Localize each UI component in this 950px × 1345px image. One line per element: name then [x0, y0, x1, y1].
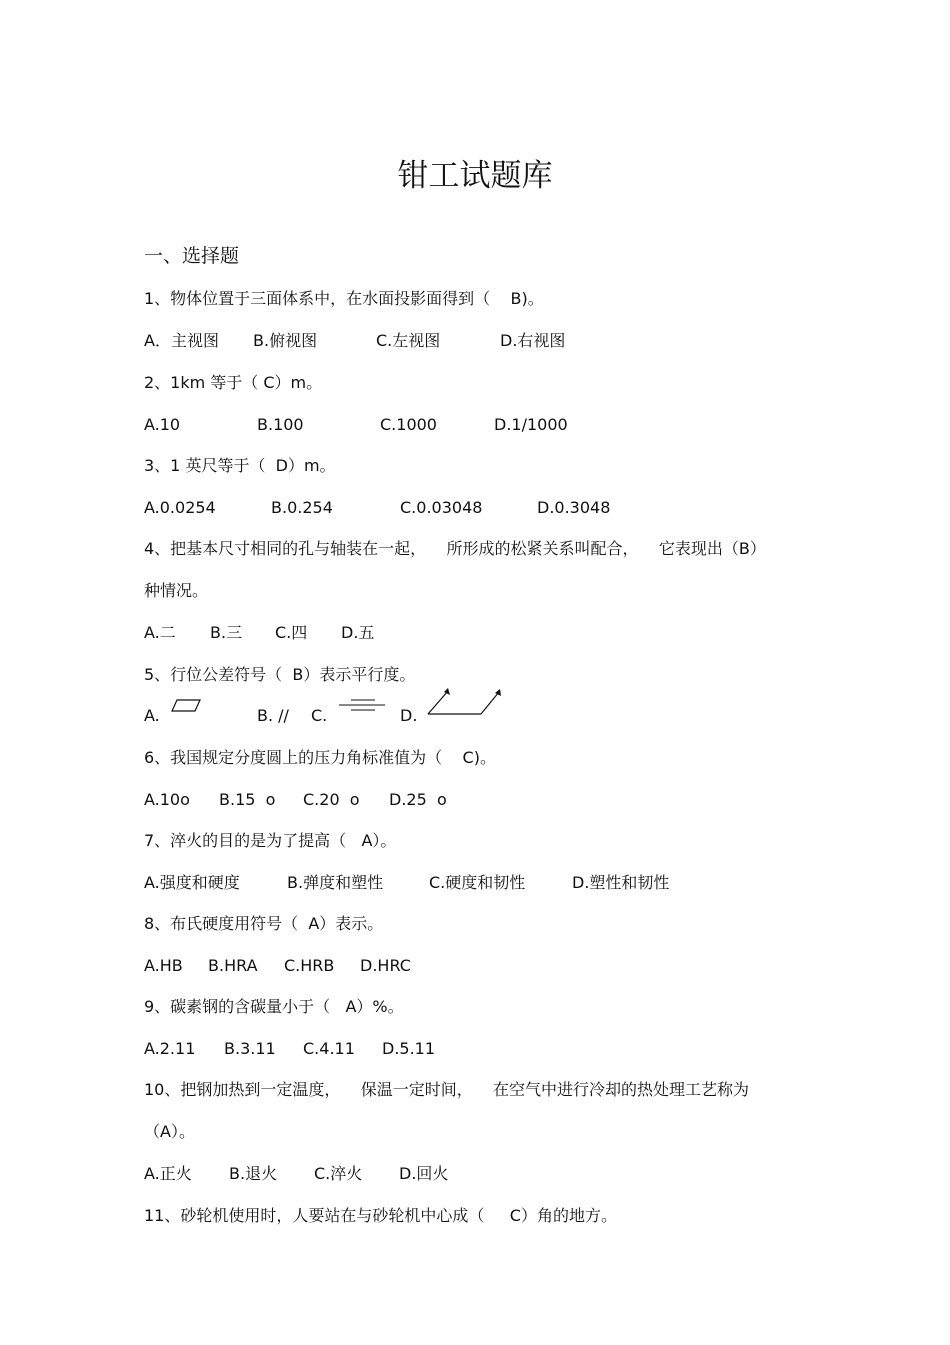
option-c: C.20 o — [303, 790, 360, 809]
option-b: B.100 — [257, 415, 304, 434]
option-a: A.10 — [144, 415, 181, 434]
option-a: A.强度和硬度 — [144, 873, 240, 892]
question-stem: 8、布氏硬度用符号（ A）表示。 — [144, 914, 384, 933]
option-c: C.0.03048 — [400, 498, 483, 517]
question-stem: 6、我国规定分度圆上的压力角标准值为（ C)。 — [144, 748, 496, 767]
option-d: D.右视图 — [500, 331, 566, 350]
option-c: C.4.11 — [303, 1039, 355, 1058]
parallelogram-symbol-icon — [170, 698, 202, 714]
question-stem: 4、把基本尺寸相同的孔与轴装在一起， 所形成的松紧关系叫配合， 它表现出（B） — [144, 539, 766, 558]
option-b: B.HRA — [208, 956, 258, 975]
option-b: B.0.254 — [271, 498, 333, 517]
option-d: D.0.3048 — [537, 498, 611, 517]
option-b: B.3.11 — [224, 1039, 276, 1058]
arrow-angle-symbol-icon — [425, 686, 503, 718]
option-c: C.HRB — [284, 956, 335, 975]
question-stem-continued: （A）。 — [144, 1122, 195, 1141]
section-heading: 一、选择题 — [144, 245, 240, 267]
option-b: B. // — [257, 706, 289, 725]
option-c: C.硬度和韧性 — [429, 873, 526, 892]
question-stem: 2、1km 等于（ C）m。 — [144, 373, 323, 392]
option-d: D.5.11 — [382, 1039, 436, 1058]
question-stem: 10、把钢加热到一定温度， 保温一定时间， 在空气中进行冷却的热处理工艺称为 — [144, 1080, 750, 1099]
question-stem: 1、物体位置于三面体系中，在水面投影面得到（ B)。 — [144, 289, 544, 308]
option-d: D. — [400, 706, 418, 725]
question-stem: 9、碳素钢的含碳量小于（ A）%。 — [144, 997, 404, 1016]
option-a: A.10o — [144, 790, 190, 809]
option-b: B.15 o — [219, 790, 276, 809]
option-d: D.五 — [341, 623, 375, 642]
option-a: A．主视图 — [144, 331, 219, 350]
option-a: A.正火 — [144, 1164, 192, 1183]
question-stem: 5、行位公差符号（ B）表示平行度。 — [144, 665, 416, 684]
option-c: C.淬火 — [314, 1164, 363, 1183]
option-c: C. — [311, 706, 328, 725]
question-stem-continued: 种情况。 — [144, 581, 209, 600]
option-d: D.1/1000 — [494, 415, 568, 434]
option-d: D.25 o — [389, 790, 447, 809]
question-stem: 11、砂轮机使用时，人要站在与砂轮机中心成（ C）角的地方。 — [144, 1206, 617, 1225]
option-c: C.左视图 — [376, 331, 441, 350]
page-title: 钳工试题库 — [397, 158, 553, 194]
option-a: A. — [144, 706, 160, 725]
option-a: A.0.0254 — [144, 498, 216, 517]
option-a: A.HB — [144, 956, 183, 975]
option-b: B.俯视图 — [253, 331, 318, 350]
option-d: D.回火 — [399, 1164, 449, 1183]
option-d: D.塑性和韧性 — [572, 873, 670, 892]
option-c: C.四 — [275, 623, 308, 642]
option-b: B.三 — [210, 623, 243, 642]
option-d: D.HRC — [360, 956, 411, 975]
question-stem: 7、淬火的目的是为了提高（ A）。 — [144, 831, 397, 850]
option-a: A.二 — [144, 623, 176, 642]
option-c: C.1000 — [380, 415, 437, 434]
option-b: B.退火 — [229, 1164, 278, 1183]
question-stem: 3、1 英尺等于（ D）m。 — [144, 456, 336, 475]
option-b: B.弹度和塑性 — [287, 873, 384, 892]
parallel-lines-symbol-icon — [337, 697, 387, 713]
option-a: A.2.11 — [144, 1039, 196, 1058]
